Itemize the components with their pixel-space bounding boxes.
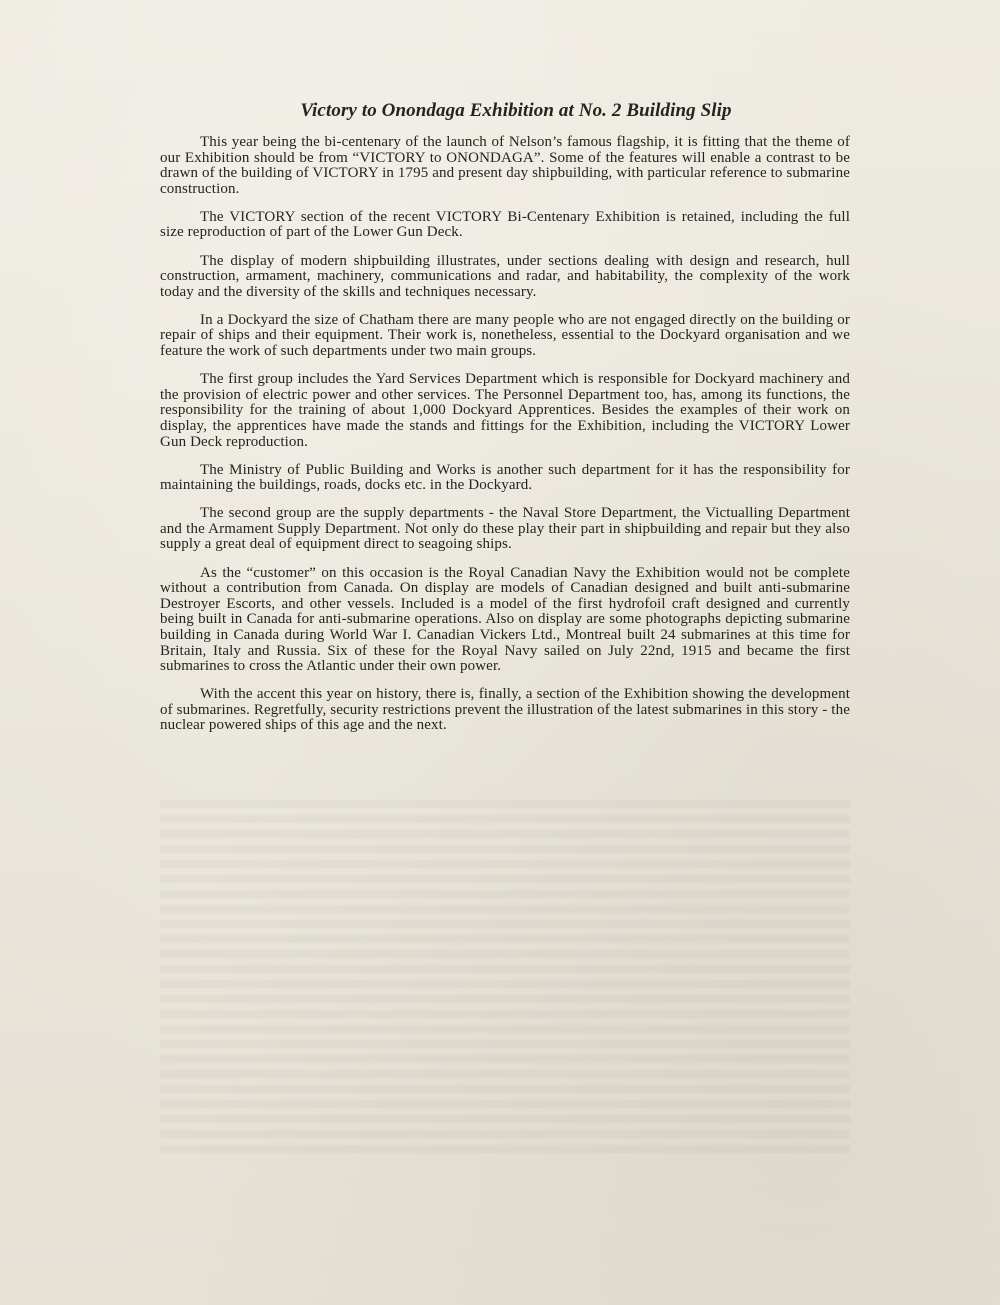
show-through-text-shadow (160, 800, 850, 1160)
document-body (160, 100, 850, 747)
paragraph-dockyard-departments: In a Dockyard the size of Chatham there are many people who are not engaged directly on the building or repair of ships and their equipment. Their work is, nonetheless, essential to the Dockyard organisation and we feature the work of such departments under two main groups. (160, 311, 850, 360)
paragraph-victory-section: The VICTORY section of the recent VICTORY Bi-Centenary Exhibition is retained, including the full size reproduction of part of the Lower Gun Deck. (160, 208, 850, 241)
paragraph-second-group: The second group are the supply departments - the Naval Store Department, the Victualling Department and the Armament Supply Department. Not only do these play their part in shipbuilding and repair but they also supply a great deal of equipment direct to seagoing ships. (160, 505, 850, 553)
paragraph-bicentenary: This year being the bi-centenary of the launch of Nelson’s famous flagship, it is fitting that the theme of our Exhibition should be from “VICTORY to ONONDAGA”. Some of the features will enable a contrast to be drawn of the building of VICTORY in 1795 and present day shipbuilding, with particular reference to submarine construction. (160, 134, 850, 197)
page-title: Victory to Onondaga Exhibition at No. 2 Building Slip (300, 100, 732, 121)
paragraph-modern-shipbuilding: The display of modern shipbuilding illustrates, under sections dealing with design and research, hull construction, armament, machinery, communications and radar, and habitability, the complexity of the work today and the diversity of the skills and techniques necessary. (160, 252, 850, 300)
paragraph-first-group: The first group includes the Yard Services Department which is responsible for Dockyard machinery and the provision of electric power and other services. The Personnel Department too, has, among its functions, the responsibility for the training of about 1,000 Dockyard Apprentices. Besides the examples of their work on display, the apprentices have made the stands and fittings for the Exhibition, including the VICTORY Lower Gun Deck reproduction. (160, 371, 850, 450)
paragraph-canada: As the “customer” on this occasion is the Royal Canadian Navy the Exhibition would not be complete without a contribution from Canada. On display are models of Canadian designed and built anti-submarine Destroyer Escorts, and other vessels. Included is a model of the first hydrofoil craft designed and currently being built in Canada for anti-submarine operations. Also on display are some photographs depicting submarine building in Canada during World War I. Canadian Vickers Ltd., Montreal built 24 submarines at this time for Britain, Italy and Russia. Six of these for the Royal Navy sailed on July 22nd, 1915 and became the first submarines to cross the Atlantic under their own power. (160, 564, 850, 675)
paragraph-submarines-history: With the accent this year on history, there is, finally, a section of the Exhibition showing the development of submarines. Regretfully, security restrictions prevent the illustration of the latest submarines in this story - the nuclear powered ships of this age and the next. (160, 686, 850, 734)
paragraph-ministry: The Ministry of Public Building and Works is another such department for it has the responsibility for maintaining the buildings, roads, docks etc. in the Dockyard. (160, 461, 850, 494)
